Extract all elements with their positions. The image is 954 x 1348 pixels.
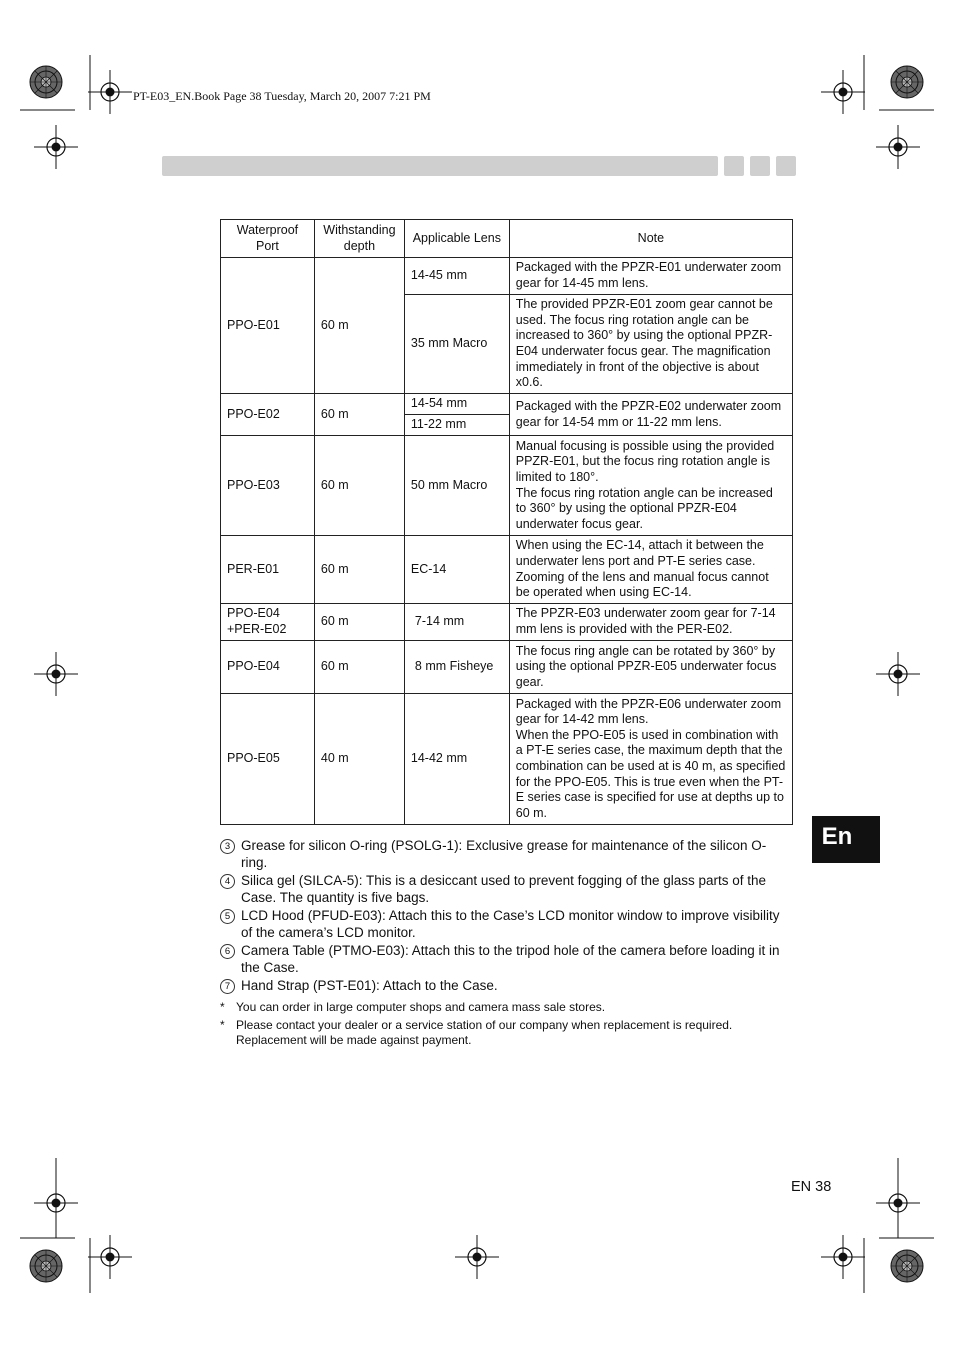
depth-cell: 60 m — [314, 394, 404, 436]
language-tab-label: En — [821, 822, 853, 850]
chapter-bar-block — [776, 156, 796, 176]
note-cell: Packaged with the PPZR-E01 underwater zoom gear for 14-45 mm lens. — [509, 258, 792, 295]
lens-cell: 50 mm Macro — [404, 436, 509, 536]
depth-cell: 60 m — [314, 641, 404, 694]
col-header-depth: Withstanding depth — [314, 220, 404, 258]
list-item — [220, 872, 792, 906]
language-tab — [812, 816, 880, 863]
circled-number: 3 — [220, 839, 235, 854]
footnote-text: You can order in large computer shops and camera mass sale stores. — [236, 1000, 606, 1014]
lens-cell: EC-14 — [404, 536, 509, 604]
note-cell: Manual focusing is possible using the provided PPZR-E01, but the focus ring rotation angle is limited to 180°. The focus ring rotation angle can be increased to 360° by using the optional PPZR-E04 underwater focus gear. — [509, 436, 792, 536]
table-header-row — [221, 220, 793, 258]
depth-cell: 60 m — [314, 604, 404, 641]
lens-cell: 11-22 mm — [404, 415, 509, 436]
circled-number: 7 — [220, 979, 235, 994]
accessory-list — [220, 837, 792, 995]
depth-cell: 40 m — [314, 694, 404, 825]
lens-cell: 7-14 mm — [404, 604, 509, 641]
col-header-note: Note — [509, 220, 792, 258]
table-row — [221, 604, 793, 641]
footnote — [220, 1018, 792, 1049]
col-header-lens: Applicable Lens — [404, 220, 509, 258]
depth-cell: 60 m — [314, 536, 404, 604]
port-cell: PPO-E04 — [221, 641, 315, 694]
chapter-bar — [162, 156, 718, 176]
port-cell: PER-E01 — [221, 536, 315, 604]
asterisk-mark: * — [220, 1000, 225, 1014]
depth-cell: 60 m — [314, 258, 404, 394]
col-header-port: Waterproof Port — [221, 220, 315, 258]
table-row — [221, 694, 793, 825]
table-row — [221, 394, 793, 415]
note-cell: The focus ring angle can be rotated by 360° by using the optional PPZR-E05 underwater focus gear. — [509, 641, 792, 694]
item-text: Camera Table (PTMO-E03): Attach this to the tripod hole of the camera before loading it in the Case. — [241, 943, 780, 975]
lens-cell: 14-45 mm — [404, 258, 509, 295]
table-row — [221, 641, 793, 694]
item-text: Hand Strap (PST-E01): Attach to the Case. — [241, 978, 498, 993]
port-cell: PPO-E02 — [221, 394, 315, 436]
table-row — [221, 536, 793, 604]
item-text: Grease for silicon O-ring (PSOLG-1): Exclusive grease for maintenance of the silicon O-ring. — [241, 838, 767, 870]
lens-cell: 8 mm Fisheye — [404, 641, 509, 694]
list-item — [220, 837, 792, 871]
lens-cell: 14-42 mm — [404, 694, 509, 825]
chapter-bar-block — [724, 156, 744, 176]
item-text: Silica gel (SILCA-5): This is a desiccant used to prevent fogging of the glass parts of the Case. The quantity is five bags. — [241, 873, 767, 905]
note-cell: The provided PPZR-E01 zoom gear cannot be used. The focus ring rotation angle can be increased to 360° by using the optional PPZR-E04 underwater focus gear. The magnification immediately in front of the objective is about x0.6. — [509, 295, 792, 394]
book-header: PT-E03_EN.Book Page 38 Tuesday, March 20, 2007 7:21 PM — [133, 89, 431, 103]
footnote — [220, 1000, 792, 1016]
asterisk-mark: * — [220, 1017, 225, 1032]
circled-number: 4 — [220, 874, 235, 889]
item-text: LCD Hood (PFUD-E03): Attach this to the Case’s LCD monitor window to improve visibility of the camera’s LCD monitor. — [241, 908, 780, 940]
note-cell: When using the EC-14, attach it between the underwater lens port and PT-E series case. Zooming of the lens and manual focus cannot be operated when using EC-14. — [509, 536, 792, 604]
note-cell: Packaged with the PPZR-E06 underwater zoom gear for 14-42 mm lens. When the PPO-E05 is used in combination with a PT-E series case, the maximum depth that the combination can be used at is 40 m, as specified for the PPO-E05. This is true even when the PT-E series case is specified for use at depths up to 60 m. — [509, 694, 792, 825]
list-item — [220, 977, 792, 994]
depth-cell: 60 m — [314, 436, 404, 536]
footnote-list — [220, 1000, 792, 1051]
table-row — [221, 436, 793, 536]
port-cell: PPO-E05 — [221, 694, 315, 825]
circled-number: 5 — [220, 909, 235, 924]
page-number: EN 38 — [791, 1179, 832, 1195]
port-cell: PPO-E01 — [221, 258, 315, 394]
circled-number: 6 — [220, 944, 235, 959]
lens-cell: 35 mm Macro — [404, 295, 509, 394]
list-item — [220, 942, 792, 976]
table-row — [221, 258, 793, 295]
port-cell: PPO-E04 +PER-E02 — [221, 604, 315, 641]
chapter-bar-block — [750, 156, 770, 176]
note-cell: Packaged with the PPZR-E02 underwater zoom gear for 14-54 mm or 11-22 mm lens. — [509, 394, 792, 436]
port-spec-table — [220, 219, 793, 825]
list-item — [220, 907, 792, 941]
note-cell: The PPZR-E03 underwater zoom gear for 7-14 mm lens is provided with the PER-E02. — [509, 604, 792, 641]
lens-cell: 14-54 mm — [404, 394, 509, 415]
port-cell: PPO-E03 — [221, 436, 315, 536]
footnote-text: Please contact your dealer or a service station of our company when replacement is required. Replacement will be made against payment. — [236, 1017, 733, 1047]
